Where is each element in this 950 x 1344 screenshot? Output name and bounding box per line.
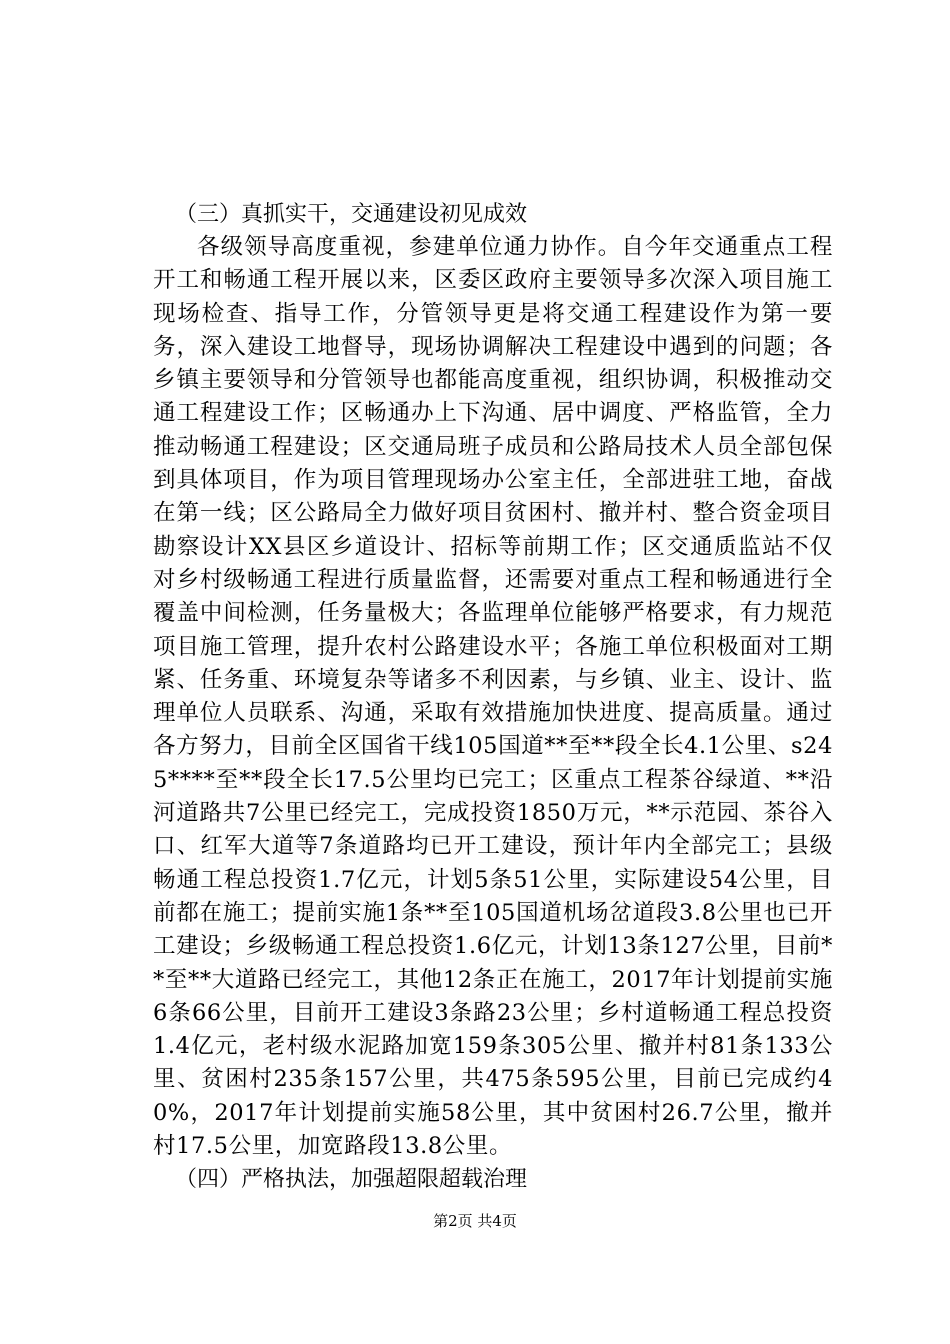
document-content — [153, 198, 833, 1196]
section-four-heading: （四）严格执法，加强超限超载治理 — [175, 1167, 528, 1193]
section-three-paragraph: 各级领导高度重视，参建单位通力协作。自今年交通重点工程开工和畅通工程开展以来，区委区政府主要领导多次深入项目施工现场检查、指导工作，分管领导更是将交通工程建设作为第一要务，深入建设工地督导，现场协调解决工程建设中遇到的问题；各乡镇主要领导和分管领导也都能高度重视，组织协调，积极推动交通工程建设工作；区畅通办上下沟通、居中调度、严格监管，全力推动畅通工程建设；区交通局班子成员和公路局技术人员全部包保到具体项目，作为项目管理现场办公室主任，全部进驻工地，奋战在第一线；区公路局全力做好项目贫困村、撤并村、整合资金项目勘察设计XX县区乡道设计、招标等前期工作；区交通质监站不仅对乡村级畅通工程进行质量监督，还需要对重点工程和畅通进行全覆盖中间检测，任务量极大；各监理单位能够严格要求，有力规范项目施工管理，提升农村公路建设水平；各施工单位积极面对工期紧、任务重、环境复杂等诸多不利因素，与乡镇、业主、设计、监理单位人员联系、沟通，采取有效措施加快进度、提高质量。通过各方努力，目前全区国省干线105国道**至**段全长4.1公里、s245****至**段全长17.5公里均已完工；区重点工程茶谷绿道、**沿河道路共7公里已经完工，完成投资1850万元，**示范园、茶谷入口、红军大道等7条道路均已开工建设，预计年内全部完工；县级畅通工程总投资1.7亿元，计划5条51公里，实际建设54公里，目前都在施工；提前实施1条**至105国道机场岔道段3.8公里也已开工建设；乡级畅通工程总投资1.6亿元，计划13条127公里，目前**至**大道路已经完工，其他12条正在施工，2017年计划提前实施6条66公里，目前开工建设3条路23公里；乡村道畅通工程总投资1.4亿元，老村级水泥路加宽159条305公里、撤并村81条133公里、贫困村235条157公里，共475条595公里，目前已完成约40%，2017年计划提前实施58公里，其中贫困村26.7公里，撤并村17.5公里，加宽路段13.8公里。 — [153, 234, 833, 1160]
section-three-heading: （三）真抓实干，交通建设初见成效 — [175, 202, 528, 227]
page-number-footer: 第2页 共4页 — [433, 1212, 517, 1230]
